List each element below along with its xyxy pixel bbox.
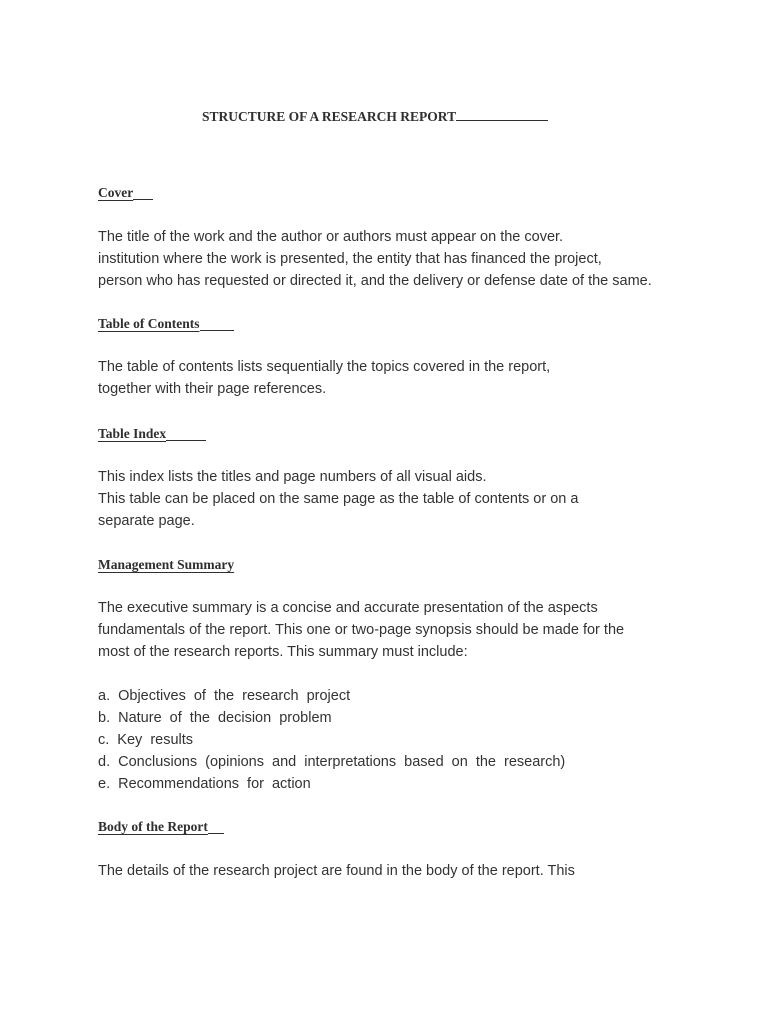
section-heading-text: Table of Contents bbox=[98, 316, 200, 331]
heading-underline-rule bbox=[133, 199, 153, 200]
heading-underline-rule bbox=[166, 440, 206, 441]
section-paragraph-management-summary bbox=[98, 597, 698, 663]
document-title bbox=[202, 109, 548, 125]
heading-underline-rule bbox=[208, 833, 224, 834]
list-item: c. Key results bbox=[98, 732, 194, 748]
section-heading-text: Cover bbox=[98, 185, 134, 200]
title-underline-rule bbox=[456, 120, 548, 121]
section-heading-text: Body of the Report bbox=[98, 819, 208, 834]
section-heading-table-index bbox=[98, 426, 206, 442]
paragraph-line: This index lists the titles and page numbers of all visual aids. bbox=[98, 469, 487, 485]
section-paragraph-table-index bbox=[98, 466, 698, 532]
list-item: b. Nature of the decision problem bbox=[98, 710, 332, 726]
section-paragraph-table-of-contents bbox=[98, 356, 698, 400]
paragraph-line: fundamentals of the report. This one or two-page synopsis should be made for the bbox=[98, 622, 625, 638]
section-heading-management-summary bbox=[98, 557, 234, 573]
section-paragraph-body-of-the-report bbox=[98, 860, 698, 882]
paragraph-line: The title of the work and the author or authors must appear on the cover. bbox=[98, 229, 564, 245]
list-item: d. Conclusions (opinions and interpretations based on the research) bbox=[98, 754, 566, 770]
summary-list bbox=[98, 685, 565, 795]
section-heading-cover bbox=[98, 185, 153, 201]
paragraph-line: most of the research reports. This summary must include: bbox=[98, 644, 468, 660]
section-paragraph-cover bbox=[98, 226, 698, 292]
section-heading-table-of-contents bbox=[98, 316, 234, 332]
list-item: e. Recommendations for action bbox=[98, 776, 311, 792]
section-heading-body-of-the-report bbox=[98, 819, 224, 835]
document-title-text: STRUCTURE OF A RESEARCH REPORT bbox=[202, 109, 457, 124]
paragraph-line: person who has requested or directed it, and the delivery or defense date of the same. bbox=[98, 273, 652, 289]
paragraph-line: This table can be placed on the same page as the table of contents or on a bbox=[98, 491, 579, 507]
paragraph-line: separate page. bbox=[98, 513, 195, 529]
heading-underline-rule bbox=[200, 330, 234, 331]
paragraph-line: The table of contents lists sequentially the topics covered in the report, bbox=[98, 359, 551, 375]
paragraph-line: The executive summary is a concise and accurate presentation of the aspects bbox=[98, 600, 598, 616]
list-item: a. Objectives of the research project bbox=[98, 688, 351, 704]
section-heading-text: Management Summary bbox=[98, 557, 235, 572]
paragraph-line: The details of the research project are found in the body of the report. This bbox=[98, 863, 575, 879]
paragraph-line: together with their page references. bbox=[98, 381, 327, 397]
section-heading-text: Table Index bbox=[98, 426, 167, 441]
paragraph-line: institution where the work is presented, the entity that has financed the project, bbox=[98, 251, 602, 267]
